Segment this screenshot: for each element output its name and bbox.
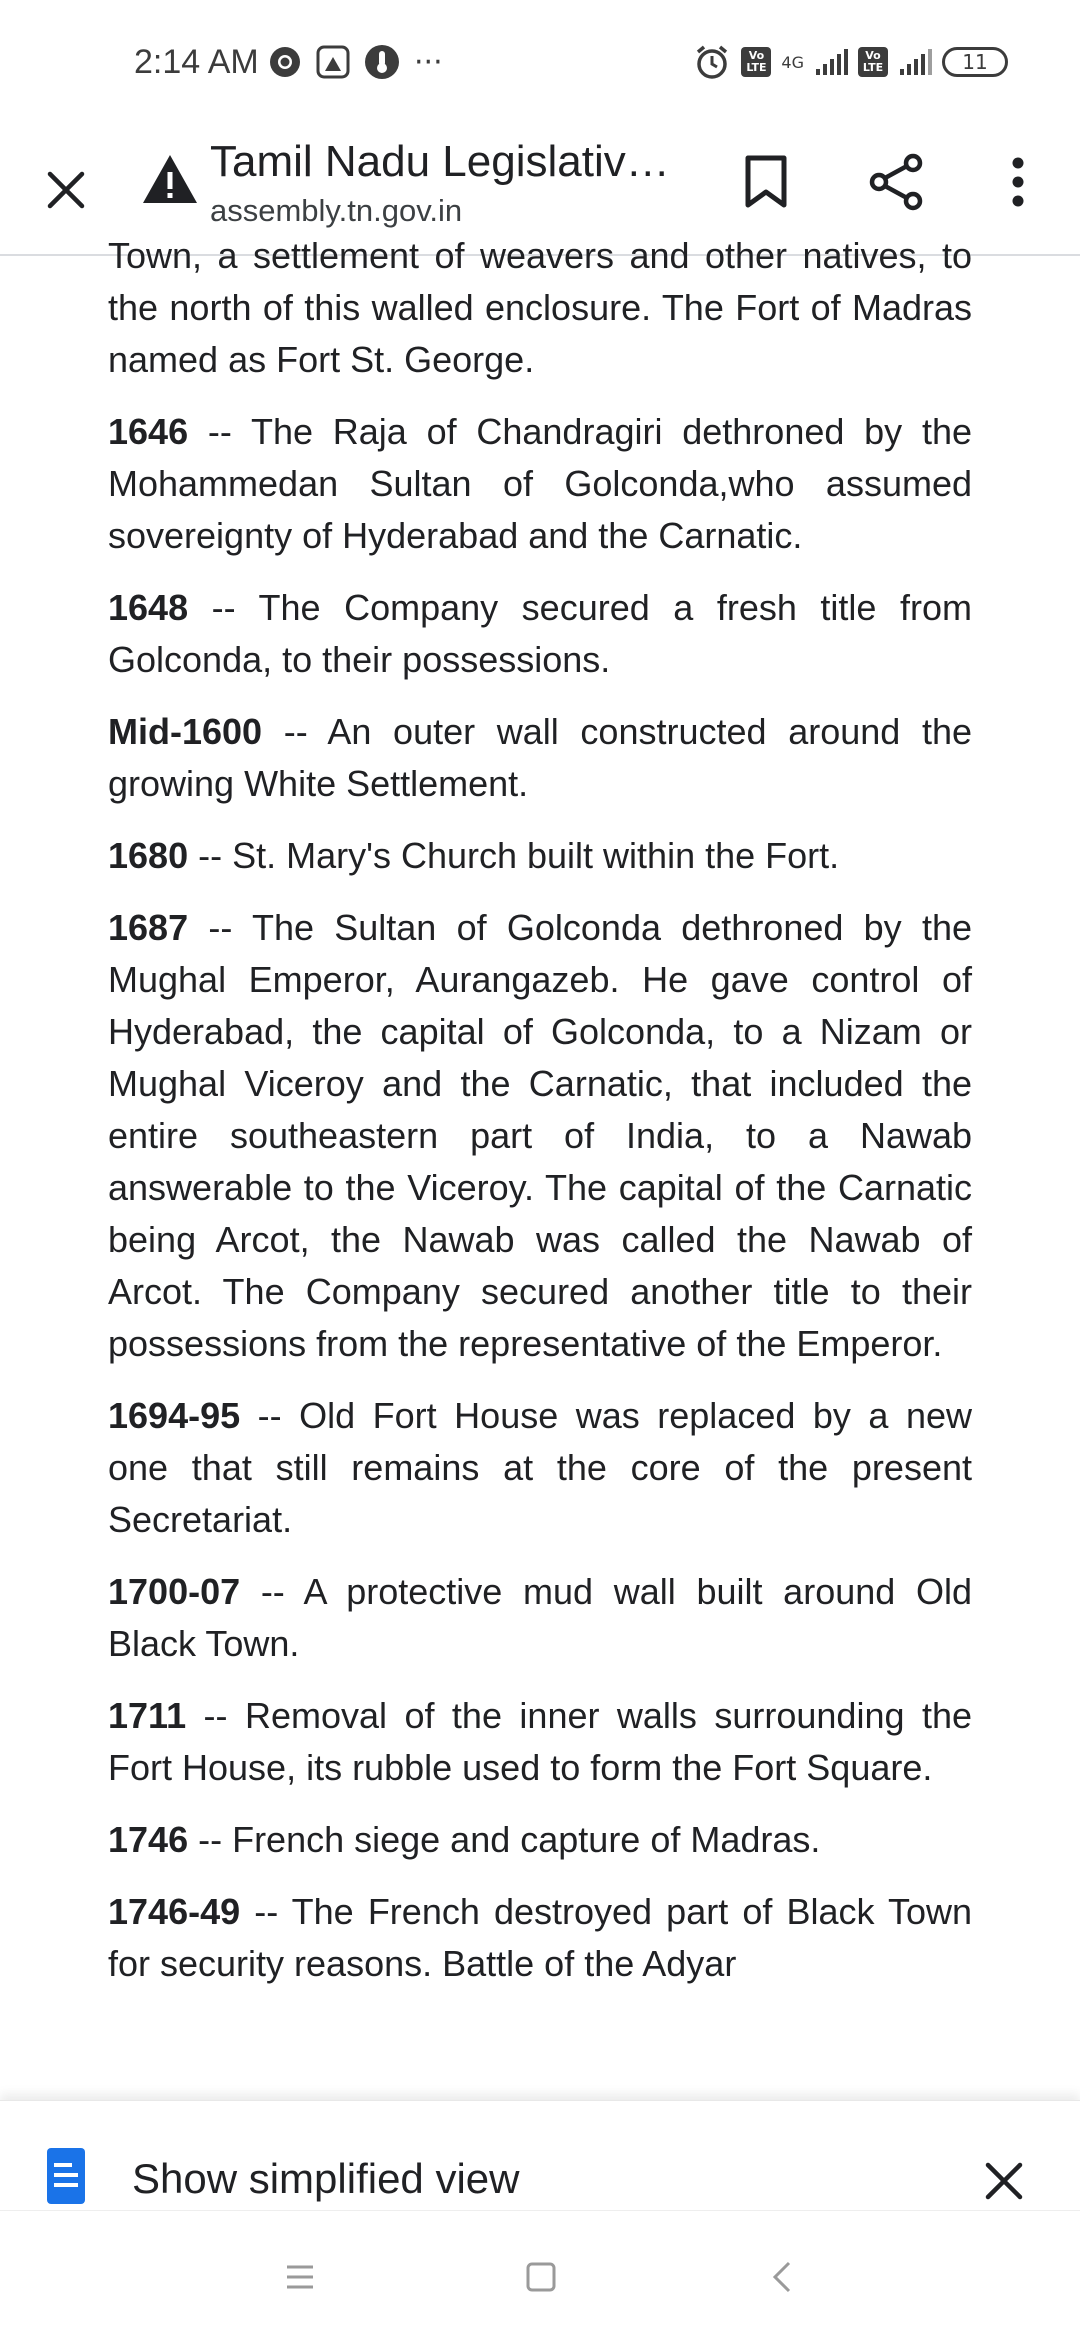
- chevron-left-icon: [771, 2260, 793, 2294]
- volte-badge-2: Vo LTE: [858, 47, 888, 77]
- simplified-view-prompt[interactable]: [0, 2100, 1080, 2210]
- notification-icons: [268, 40, 443, 84]
- system-navigation-bar: [0, 2210, 1080, 2340]
- timeline-paragraph: [108, 406, 972, 562]
- timeline-year: 1687: [108, 907, 189, 948]
- timeline-year: 1711: [108, 1695, 187, 1736]
- page-url: assembly.tn.gov.in: [210, 193, 463, 228]
- signal-strength-icon-1: [814, 47, 848, 77]
- close-icon: [46, 170, 86, 210]
- timeline-text: -- Old Fort House was replaced by a new one that still remains at the core of the present Secretariat.: [108, 1395, 972, 1540]
- timeline-text: Town, a settlement of weavers and other natives, to the north of this walled enclosure. The Fort of Madras named as Fort St. George.: [108, 235, 972, 380]
- page-content[interactable]: [0, 235, 1080, 2100]
- timeline-text: -- Removal of the inner walls surrounding the Fort House, its rubble used to form the Fort Square.: [108, 1695, 972, 1788]
- share-icon: [869, 153, 923, 211]
- back-button[interactable]: [752, 2247, 812, 2307]
- timeline-year: 1646: [108, 411, 189, 452]
- square-icon: [526, 2262, 556, 2292]
- more-notifications: ···: [414, 44, 443, 80]
- timeline-paragraph: [108, 582, 972, 686]
- page-title: Tamil Nadu Legislativ…: [210, 137, 670, 186]
- timeline-text: -- An outer wall constructed around the growing White Settlement.: [108, 711, 972, 804]
- timeline-paragraph: [108, 1390, 972, 1546]
- timeline-year: 1700-07: [108, 1571, 241, 1612]
- status-bar: [0, 0, 1080, 126]
- timeline-year: 1680: [108, 835, 189, 876]
- title-block[interactable]: [210, 132, 680, 230]
- close-tab-button[interactable]: [30, 154, 102, 226]
- timeline-text: -- The Company secured a fresh title from Golconda, to their possessions.: [108, 587, 972, 680]
- timeline-text: -- French siege and capture of Madras.: [188, 1819, 821, 1860]
- timeline-year: 1746: [108, 1819, 189, 1860]
- battery-indicator: 11: [942, 47, 1008, 77]
- share-button[interactable]: [860, 146, 932, 218]
- timeline-text: -- St. Mary's Church built within the Fort.: [188, 835, 840, 876]
- home-button[interactable]: [511, 2247, 571, 2307]
- thermometer-app-icon: [364, 44, 400, 80]
- timeline-paragraph: [108, 830, 972, 882]
- timeline-year: 1694-95: [108, 1395, 241, 1436]
- simplified-view-label[interactable]: Show simplified view: [132, 2155, 520, 2202]
- close-icon: [984, 2161, 1024, 2201]
- article-body: [108, 230, 972, 2010]
- menu-lines-icon: [285, 2264, 315, 2290]
- bookmark-button[interactable]: [730, 146, 802, 218]
- timeline-year: 1746-49: [108, 1891, 241, 1932]
- more-options-button[interactable]: [982, 146, 1054, 218]
- timeline-paragraph: [108, 902, 972, 1370]
- timeline-text: -- The Raja of Chandragiri dethroned by the Mohammedan Sultan of Golconda,who assumed sovereignty of Hyderabad and the Carnatic.: [108, 411, 972, 556]
- timeline-year: Mid-1600: [108, 711, 263, 752]
- timeline-paragraph: [108, 706, 972, 810]
- timeline-text: -- The French destroyed part of Black Town for security reasons. Battle of the Adyar: [108, 1891, 972, 1984]
- more-vert-icon: [1008, 157, 1028, 207]
- volte-badge-1: Vo LTE: [741, 47, 771, 77]
- cleaner-app-icon: [316, 45, 350, 79]
- timeline-text: -- The Sultan of Golconda dethroned by the Mughal Emperor, Aurangazeb. He gave control of Hyderabad, the capital of Golconda, to a Nizam or Mughal Viceroy and the Carnatic, that included the entire southeastern part of India, to a Nawab answerable to the Viceroy. The capital of the Carnatic being Arcot, the Nawab was called the Nawab of Arcot. The Company secured another title to their possessions from the representative of the Emperor.: [108, 907, 972, 1364]
- timeline-text: -- A protective mud wall built around Old Black Town.: [108, 1571, 972, 1664]
- network-type: 4G: [781, 52, 804, 72]
- timeline-paragraph: [108, 1566, 972, 1670]
- timeline-year: 1648: [108, 587, 189, 628]
- system-icons: [693, 38, 1008, 86]
- status-time: 2:14 AM: [134, 43, 259, 81]
- recent-apps-button[interactable]: [270, 2247, 330, 2307]
- chrome-icon: [268, 45, 302, 79]
- timeline-paragraph: [108, 1814, 972, 1866]
- dismiss-simplified-view-button[interactable]: [968, 2145, 1040, 2217]
- bookmark-icon: [744, 155, 788, 209]
- alarm-icon: [693, 43, 731, 81]
- document-icon: [46, 2147, 86, 2205]
- timeline-paragraph: [108, 230, 972, 386]
- signal-strength-icon-2: [898, 47, 932, 77]
- warning-icon[interactable]: [140, 150, 200, 210]
- timeline-paragraph: [108, 1886, 972, 1990]
- timeline-paragraph: [108, 1690, 972, 1794]
